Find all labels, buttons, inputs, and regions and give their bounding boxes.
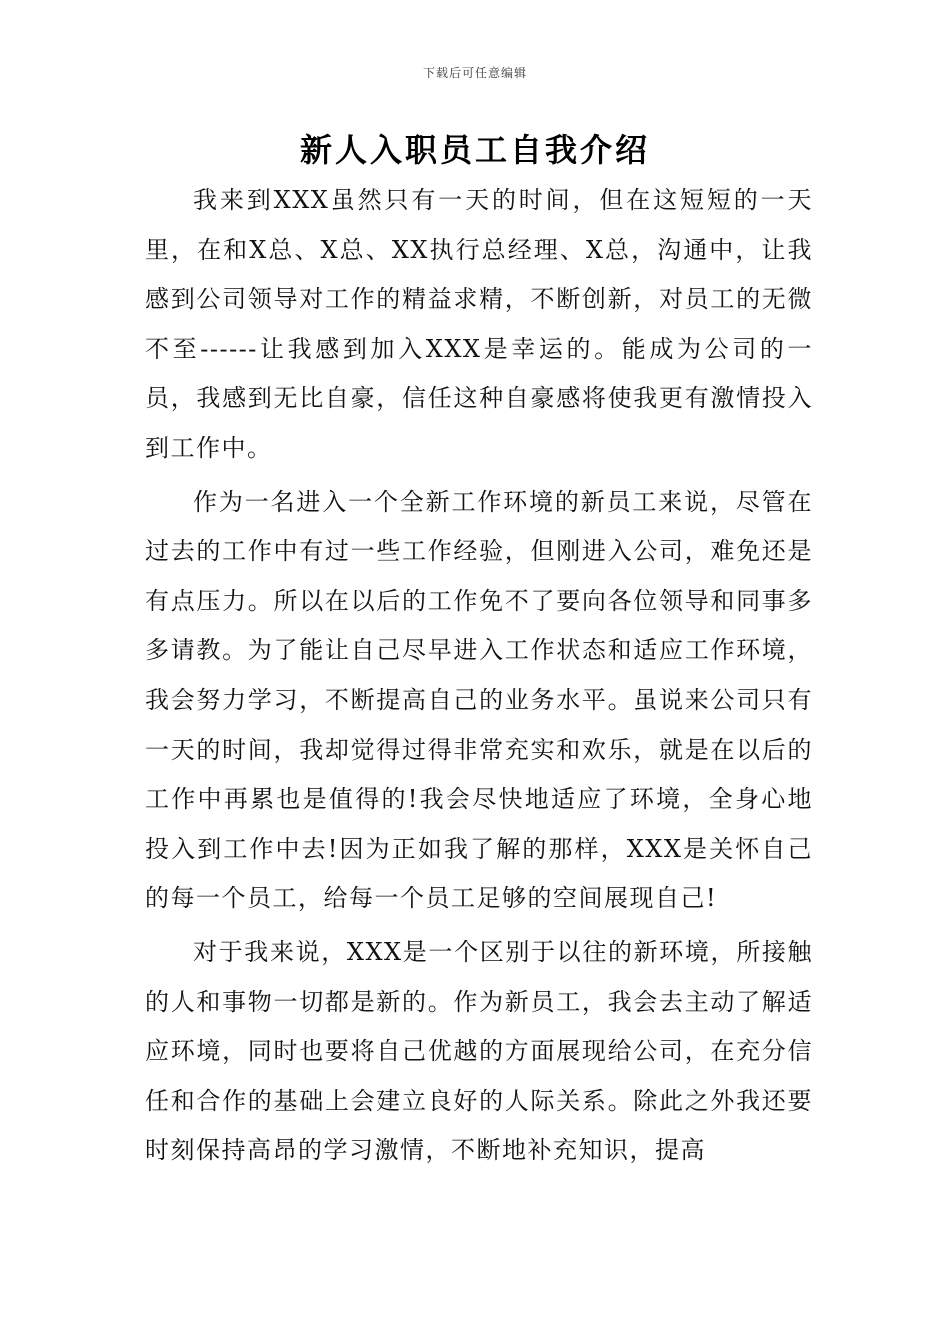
header-note: 下载后可任意编辑 bbox=[422, 66, 527, 80]
paragraph-3: 对于我来说，XXX是一个区别于以往的新环境，所接触的人和事物一切都是新的。作为新员工，我会去主动了解适应环境，同时也要将自己优越的方面展现给公司，在充分信任和合作的基础上会建立良好的人际关系。除此之外我还要时刻保持高昂的学习激情，不断地补充知识，提高 bbox=[145, 937, 813, 1165]
document-body bbox=[145, 176, 813, 1180]
paragraph-2: 作为一名进入一个全新工作环境的新员工来说，尽管在过去的工作中有过一些工作经验，但刚进入公司，难免还是有点压力。所以在以后的工作免不了要向各位领导和同事多多请教。为了能让自己尽早进入工作状态和适应工作环境，我会努力学习，不断提高自己的业务水平。虽说来公司只有一天的时间，我却觉得过得非常充实和欢乐，就是在以后的工作中再累也是值得的!我会尽快地适应了环境，全身心地投入到工作中去!因为正如我了解的那样，XXX是关怀自己的每一个员工，给每一个员工足够的空间展现自己! bbox=[145, 487, 813, 913]
document-title: 新人入职员工自我介绍 bbox=[299, 131, 650, 169]
paragraph-1: 我来到XXX虽然只有一天的时间，但在这短短的一天里，在和X总、X总、XX执行总经理、X总，沟通中，让我感到公司领导对工作的精益求精，不断创新，对员工的无微不至------让我感到加入XXX是幸运的。能成为公司的一员，我感到无比自豪，信任这种自豪感将使我更有激情投入到工作中。 bbox=[145, 186, 813, 462]
